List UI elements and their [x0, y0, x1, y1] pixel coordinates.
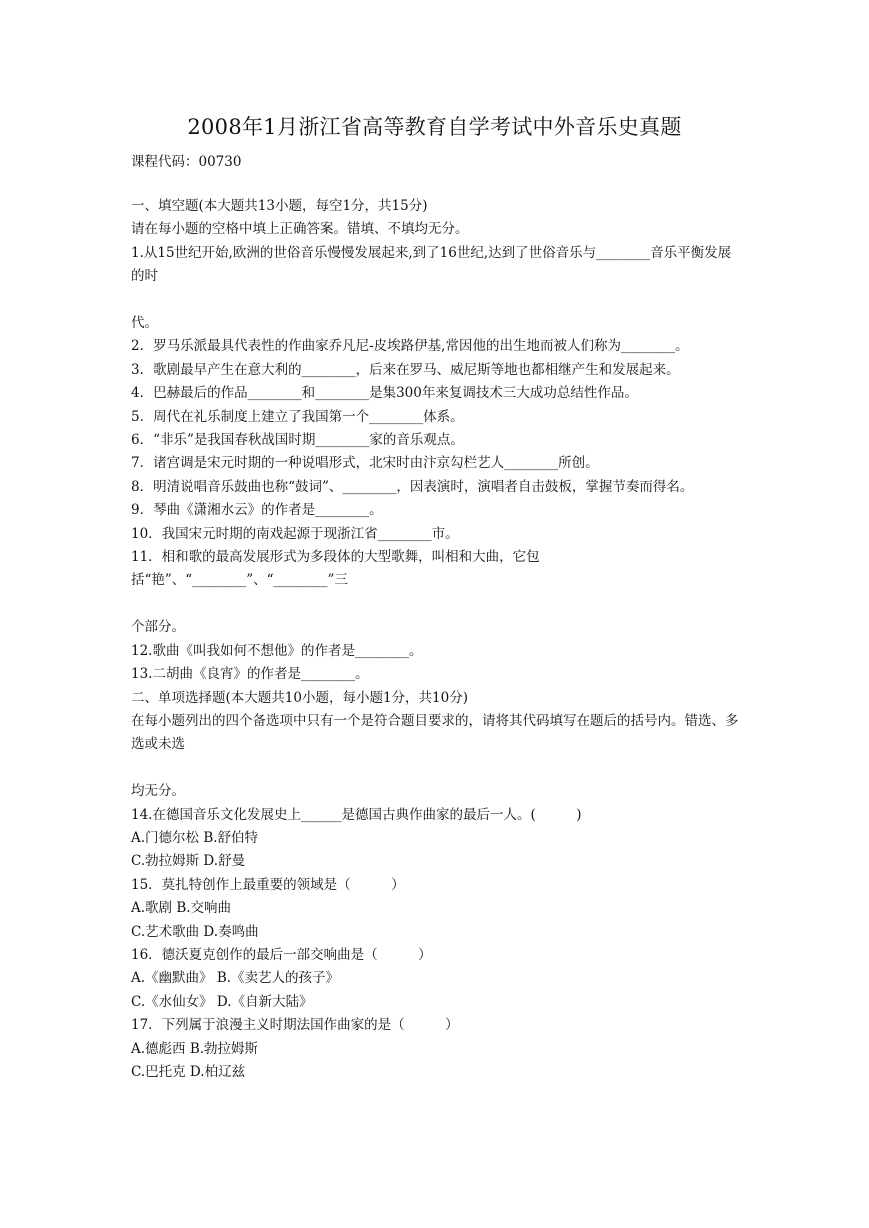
- text-line: 代。: [131, 315, 158, 332]
- text-line: 3．歌剧最早产生在意大利的________，后来在罗马、威尼斯等地也都相继产生和发展起来。: [131, 361, 680, 378]
- text-line: A.德彪西 B.勃拉姆斯: [131, 1040, 259, 1057]
- text-line: 在每小题列出的四个备选项中只有一个是符合题目要求的，请将其代码填写在题后的括号内。错选、多选或未选: [131, 712, 739, 753]
- text-line: 6．“非乐”是我国春秋战国时期________家的音乐观点。: [131, 432, 464, 449]
- text-line: 7．诸宫调是宋元时期的一种说唱形式，北宋时由汴京勾栏艺人________所创。: [131, 455, 599, 472]
- text-line: 14.在德国音乐文化发展史上______是德国古典作曲家的最后一人。( ): [131, 806, 582, 823]
- page-title: 2008年1月浙江省高等教育自学考试中外音乐史真题: [187, 115, 682, 139]
- text-line: 2．罗马乐派最具代表性的作曲家乔凡尼-皮埃路伊基,常因他的出生地而被人们称为________。: [131, 338, 689, 355]
- text-line: 5．周代在礼乐制度上建立了我国第一个________体系。: [131, 408, 464, 425]
- text-line: C.《水仙女》 D.《自新大陆》: [131, 993, 313, 1010]
- text-line: 10．我国宋元时期的南戏起源于现浙江省________市。: [131, 525, 459, 542]
- text-line: 二、单项选择题(本大题共10小题，每小题1分，共10分): [131, 689, 468, 706]
- course-code: 课程代码：00730: [131, 154, 242, 170]
- text-line: 1.从15世纪开始,欧洲的世俗音乐慢慢发展起来,到了16世纪,达到了世俗音乐与________音乐平衡发展的时: [131, 244, 732, 285]
- text-line: 均无分。: [131, 783, 185, 800]
- text-line: A.门德尔松 B.舒伯特: [131, 829, 259, 846]
- text-line: 16．德沃夏克创作的最后一部交响曲是（ ）: [131, 946, 432, 963]
- blank-line: [131, 593, 741, 616]
- text-line: 8．明清说唱音乐鼓曲也称“鼓词”、________，因表演时，演唱者自击鼓板，掌握节奏而得名。: [131, 478, 694, 495]
- text-line: A.歌剧 B.交响曲: [131, 900, 232, 917]
- text-line: C.巴托克 D.柏辽兹: [131, 1063, 246, 1080]
- text-line: 请在每小题的空格中填上正确答案。错填、不填均无分。: [131, 221, 469, 238]
- text-line: 12.歌曲《叫我如何不想他》的作者是________。: [131, 642, 423, 659]
- blank-line: [131, 289, 741, 312]
- text-line: 17．下列属于浪漫主义时期法国作曲家的是（ ）: [131, 1017, 459, 1034]
- text-line: 9．琴曲《潇湘水云》的作者是________。: [131, 502, 383, 519]
- text-line: 13.二胡曲《良宵》的作者是________。: [131, 666, 369, 683]
- text-line: C.艺术歌曲 D.奏鸣曲: [131, 923, 259, 940]
- text-line: 11．相和歌的最高发展形式为多段体的大型歌舞，叫相和大曲，它包括“艳”、“________”、“________”三: [131, 549, 540, 589]
- text-line: 个部分。: [131, 619, 185, 636]
- blank-line: [131, 757, 741, 780]
- exam-body: [131, 195, 741, 1084]
- text-line: 一、填空题(本大题共13小题，每空1分，共15分): [131, 198, 428, 214]
- text-line: A.《幽默曲》 B.《卖艺人的孩子》: [131, 970, 340, 987]
- text-line: 4．巴赫最后的作品________和________是集300年来复调技术三大成功总结性作品。: [131, 385, 638, 402]
- text-line: C.勃拉姆斯 D.舒曼: [131, 853, 246, 870]
- text-line: 15．莫扎特创作上最重要的领域是（ ）: [131, 876, 405, 893]
